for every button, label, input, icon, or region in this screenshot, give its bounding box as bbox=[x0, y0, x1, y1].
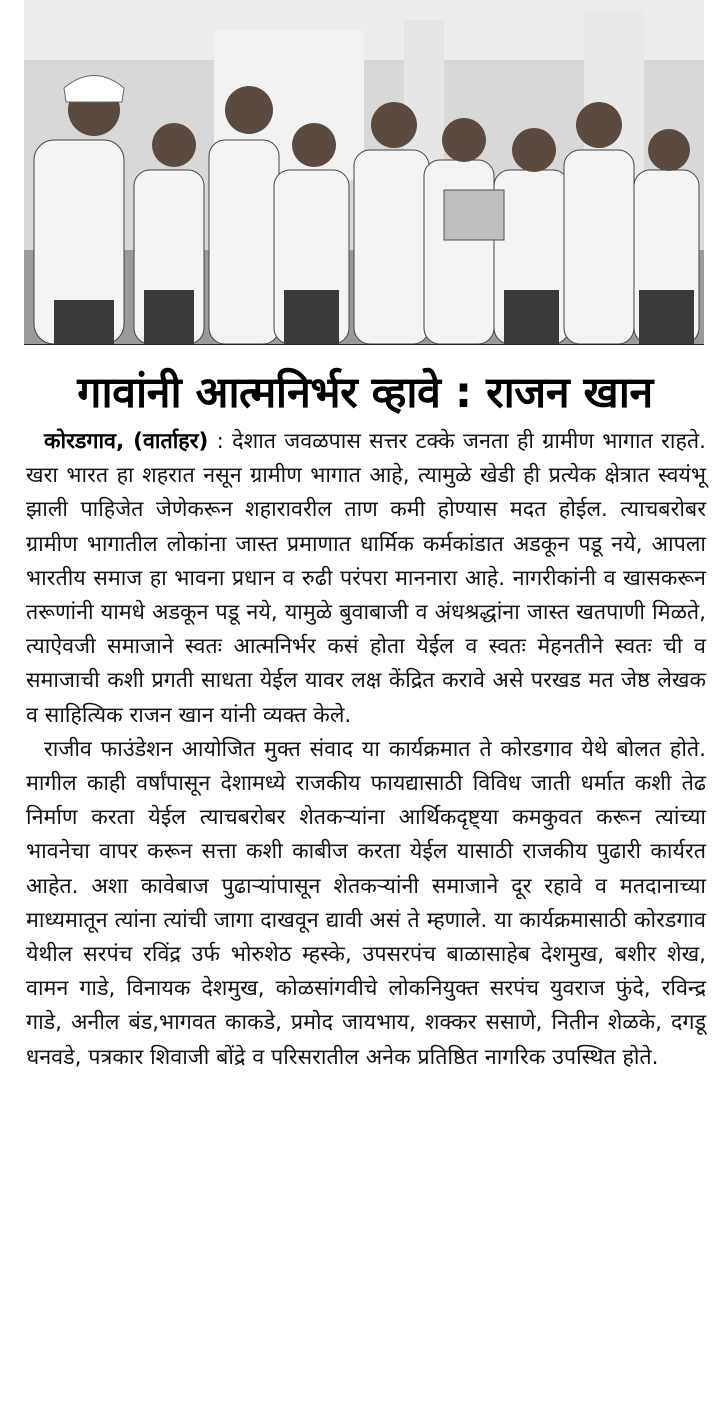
article-body bbox=[26, 425, 706, 1075]
paragraph-text: : देशात जवळपास सत्तर टक्के जनता ही ग्रामीण भागात राहते. खरा भारत हा शहरात नसून ग्रामीण भागात आहे, त्यामुळे खेडी ही प्रत्येक क्षेत्रात स्वयंभू झाली पाहिजेत जेणेकरून शहारावरील ताण कमी होण्यास मदत होईल. त्याचबरोबर ग्रामीण भागातील लोकांना जास्त प्रमाणात धार्मिक कर्मकांडात अडकून पडू नये, आपला भारतीय समाज हा भावना प्रधान व रुढी परंपरा माननारा आहे. नागरीकांनी व खासकरून तरूणांनी यामधे अडकून पडू नये, यामुळे बुवाबाजी व अंधश्रद्धांना जास्त खतपाणी मिळते, त्याऐवजी समाजाने स्वतः आत्मनिर्भर कसं होता येईल व स्वतः मेहनतीने स्वतः ची व समाजाची कशी प्रगती साधता येईल यावर लक्ष केंद्रित करावे असे परखड मत जेष्ठ लेखक व साहित्यिक राजन खान यांनी व्यक्त केले. bbox=[26, 429, 706, 728]
article-paragraph bbox=[26, 425, 706, 733]
group-photo-illustration bbox=[24, 0, 704, 344]
article-paragraph: राजीव फाउंडेशन आयोजित मुक्त संवाद या कार्यक्रमात ते कोरडगाव येथे बोलत होते. मागील काही वर्षांपासून देशामध्ये राजकीय फायद्यासाठी विविध जाती धर्मात कशी तेढ निर्माण करता येईल त्याचबरोबर शेतकऱ्यांना आर्थिकदृष्ट्या कमकुवत करून त्यांच्या भावनेचा वापर करून सत्ता कशी काबीज करता येईल यासाठी राजकीय पुढारी कार्यरत आहेत. अशा कावेबाज पुढाऱ्यांपासून शेतकऱ्यांनी समाजाने दूर रहावे व मतदानाच्या माध्यमातून त्यांना त्यांची जागा दाखवून द्यावी असं ते म्हणाले. या कार्यक्रमासाठी कोरडगाव येथील सरपंच रविंद्र उर्फ भोरुशेठ म्हस्के, उपसरपंच बाळासाहेब देशमुख, बशीर शेख, वामन गाडे, विनायक देशमुख, कोळसांगवीचे लोकनियुक्त सरपंच युवराज फुंदे, रविन्द्र गाडे, अनील बंड,भागवत काकडे, प्रमोद जायभाय, शक्कर ससाणे, नितीन शेळके, दगडू धनवडे, पत्रकार शिवाजी बोंद्रे व परिसरातील अनेक प्रतिष्ठित नागरिक उपस्थित होते. bbox=[26, 736, 706, 1070]
dateline: कोरडगाव, (वार्ताहर) bbox=[44, 429, 209, 454]
headline: गावांनी आत्मनिर्भर व्हावे : राजन खान bbox=[77, 368, 653, 418]
news-photo bbox=[24, 0, 704, 345]
